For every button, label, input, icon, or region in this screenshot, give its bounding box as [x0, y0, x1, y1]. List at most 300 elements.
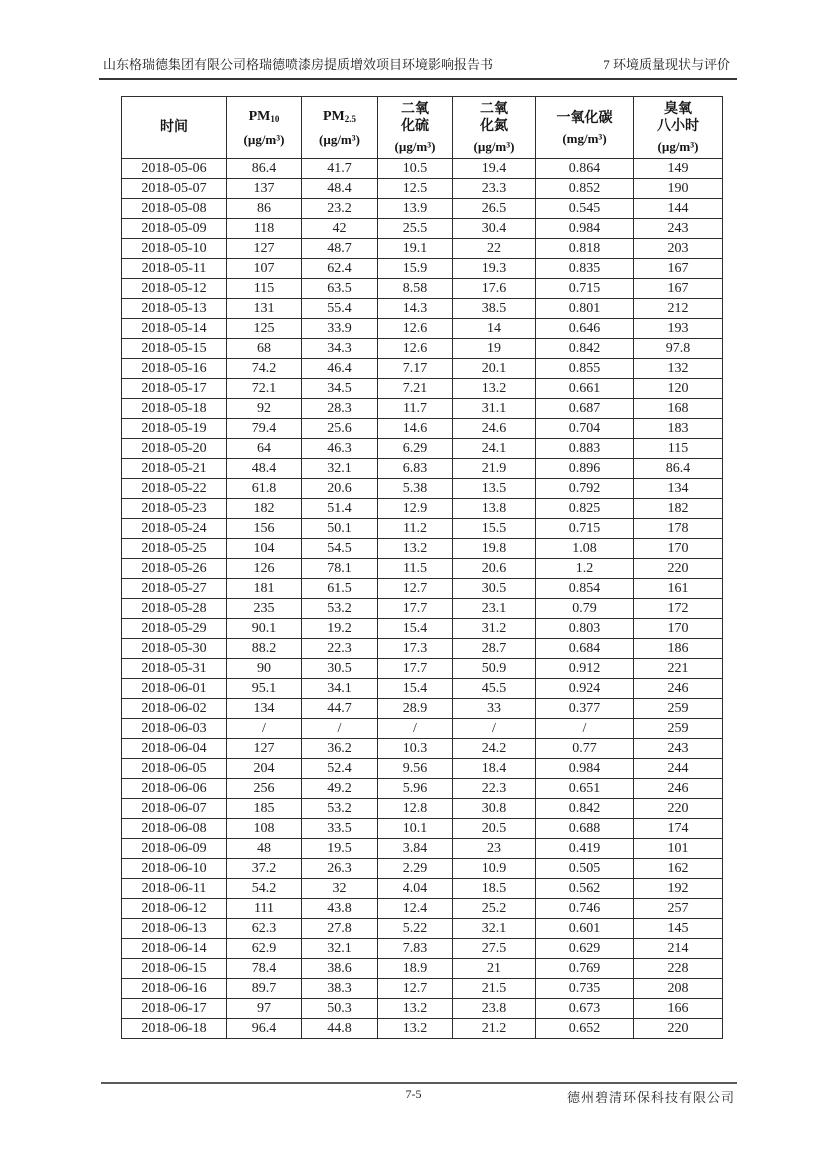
page-header [103, 57, 730, 73]
value-cell: 182 [227, 499, 302, 519]
value-cell: 19.3 [453, 259, 536, 279]
value-cell: / [378, 719, 453, 739]
value-cell: 172 [634, 599, 723, 619]
table-row [122, 739, 723, 759]
value-cell: 0.562 [536, 879, 634, 899]
value-cell: 228 [634, 959, 723, 979]
date-cell: 2018-06-05 [122, 759, 227, 779]
value-cell: 132 [634, 359, 723, 379]
value-cell: 0.77 [536, 739, 634, 759]
value-cell: 0.684 [536, 639, 634, 659]
value-cell: 28.9 [378, 699, 453, 719]
date-cell: 2018-06-10 [122, 859, 227, 879]
value-cell: 134 [227, 699, 302, 719]
value-cell: 120 [634, 379, 723, 399]
value-cell: 7.21 [378, 379, 453, 399]
table-row [122, 519, 723, 539]
value-cell: 20.6 [302, 479, 378, 499]
date-cell: 2018-05-08 [122, 199, 227, 219]
value-cell: 214 [634, 939, 723, 959]
value-cell: 107 [227, 259, 302, 279]
value-cell: 246 [634, 779, 723, 799]
value-cell: 167 [634, 279, 723, 299]
value-cell: / [227, 719, 302, 739]
value-cell: 38.3 [302, 979, 378, 999]
value-cell: 21.5 [453, 979, 536, 999]
value-cell: 0.842 [536, 799, 634, 819]
table-row [122, 899, 723, 919]
table-row [122, 699, 723, 719]
value-cell: 1.08 [536, 539, 634, 559]
value-cell: 96.4 [227, 1019, 302, 1039]
table-row [122, 579, 723, 599]
value-cell: 12.4 [378, 899, 453, 919]
value-cell: 17.7 [378, 659, 453, 679]
column-header: 时间 [122, 97, 227, 159]
value-cell: 178 [634, 519, 723, 539]
date-cell: 2018-06-13 [122, 919, 227, 939]
date-cell: 2018-06-08 [122, 819, 227, 839]
value-cell: 115 [227, 279, 302, 299]
table-row [122, 599, 723, 619]
table-body [122, 159, 723, 1039]
value-cell: 0.852 [536, 179, 634, 199]
value-cell: 21.9 [453, 459, 536, 479]
value-cell: 111 [227, 899, 302, 919]
date-cell: 2018-05-06 [122, 159, 227, 179]
value-cell: 167 [634, 259, 723, 279]
value-cell: 22.3 [453, 779, 536, 799]
value-cell: 61.5 [302, 579, 378, 599]
value-cell: 74.2 [227, 359, 302, 379]
column-header: $PM_{2.5}$ (µg/m³) [302, 97, 378, 159]
footer-rule [101, 1082, 737, 1084]
table-row [122, 619, 723, 639]
value-cell: 31.2 [453, 619, 536, 639]
value-cell: 26.3 [302, 859, 378, 879]
date-cell: 2018-05-20 [122, 439, 227, 459]
value-cell: 125 [227, 319, 302, 339]
value-cell: 48 [227, 839, 302, 859]
value-cell: 104 [227, 539, 302, 559]
date-cell: 2018-05-16 [122, 359, 227, 379]
value-cell: 193 [634, 319, 723, 339]
date-cell: 2018-06-04 [122, 739, 227, 759]
table-row [122, 939, 723, 959]
value-cell: 192 [634, 879, 723, 899]
value-cell: 0.818 [536, 239, 634, 259]
date-cell: 2018-05-07 [122, 179, 227, 199]
date-cell: 2018-05-25 [122, 539, 227, 559]
value-cell: 13.2 [453, 379, 536, 399]
value-cell: 0.896 [536, 459, 634, 479]
table-row [122, 539, 723, 559]
value-cell: 0.855 [536, 359, 634, 379]
value-cell: 181 [227, 579, 302, 599]
header-rule [99, 78, 737, 80]
value-cell: 190 [634, 179, 723, 199]
value-cell: 7.83 [378, 939, 453, 959]
date-cell: 2018-05-11 [122, 259, 227, 279]
value-cell: 25.6 [302, 419, 378, 439]
value-cell: 20.1 [453, 359, 536, 379]
table-row [122, 279, 723, 299]
value-cell: 17.7 [378, 599, 453, 619]
value-cell: 10.3 [378, 739, 453, 759]
date-cell: 2018-05-28 [122, 599, 227, 619]
value-cell: 208 [634, 979, 723, 999]
value-cell: 68 [227, 339, 302, 359]
value-cell: 43.8 [302, 899, 378, 919]
value-cell: 0.652 [536, 1019, 634, 1039]
table-row [122, 799, 723, 819]
value-cell: 23.2 [302, 199, 378, 219]
value-cell: 0.715 [536, 519, 634, 539]
value-cell: 127 [227, 739, 302, 759]
value-cell: 19.4 [453, 159, 536, 179]
value-cell: 127 [227, 239, 302, 259]
value-cell: 22.3 [302, 639, 378, 659]
value-cell: 134 [634, 479, 723, 499]
value-cell: 62.9 [227, 939, 302, 959]
date-cell: 2018-06-02 [122, 699, 227, 719]
value-cell: 28.7 [453, 639, 536, 659]
value-cell: 46.3 [302, 439, 378, 459]
date-cell: 2018-05-21 [122, 459, 227, 479]
value-cell: 0.704 [536, 419, 634, 439]
value-cell: 32.1 [453, 919, 536, 939]
table-row [122, 399, 723, 419]
value-cell: 0.651 [536, 779, 634, 799]
value-cell: 203 [634, 239, 723, 259]
value-cell: 10.9 [453, 859, 536, 879]
value-cell: 19.5 [302, 839, 378, 859]
value-cell: 32.1 [302, 459, 378, 479]
value-cell: 9.56 [378, 759, 453, 779]
value-cell: 0.984 [536, 759, 634, 779]
column-header: 二氧 化氮 (µg/m³) [453, 97, 536, 159]
value-cell: 14.3 [378, 299, 453, 319]
value-cell: 13.9 [378, 199, 453, 219]
value-cell: 221 [634, 659, 723, 679]
date-cell: 2018-06-11 [122, 879, 227, 899]
table-row [122, 679, 723, 699]
value-cell: 62.3 [227, 919, 302, 939]
value-cell: 0.688 [536, 819, 634, 839]
value-cell: 64 [227, 439, 302, 459]
table-row [122, 419, 723, 439]
value-cell: 11.5 [378, 559, 453, 579]
table-row [122, 659, 723, 679]
value-cell: 22 [453, 239, 536, 259]
column-header: 一氧化碳 (mg/m³) [536, 97, 634, 159]
value-cell: 37.2 [227, 859, 302, 879]
value-cell: 162 [634, 859, 723, 879]
column-header: $PM_{10}$ (µg/m³) [227, 97, 302, 159]
value-cell: 0.803 [536, 619, 634, 639]
value-cell: 10.1 [378, 819, 453, 839]
value-cell: 13.2 [378, 999, 453, 1019]
value-cell: 170 [634, 539, 723, 559]
value-cell: 46.4 [302, 359, 378, 379]
value-cell: 95.1 [227, 679, 302, 699]
date-cell: 2018-05-26 [122, 559, 227, 579]
value-cell: 20.5 [453, 819, 536, 839]
table-row [122, 959, 723, 979]
value-cell: 0.661 [536, 379, 634, 399]
value-cell: 79.4 [227, 419, 302, 439]
value-cell: 97.8 [634, 339, 723, 359]
date-cell: 2018-05-10 [122, 239, 227, 259]
date-cell: 2018-05-09 [122, 219, 227, 239]
value-cell: 21 [453, 959, 536, 979]
value-cell: 137 [227, 179, 302, 199]
value-cell: 17.3 [378, 639, 453, 659]
value-cell: 220 [634, 799, 723, 819]
value-cell: 88.2 [227, 639, 302, 659]
table-row [122, 999, 723, 1019]
date-cell: 2018-05-30 [122, 639, 227, 659]
value-cell: 12.8 [378, 799, 453, 819]
header-row [122, 97, 723, 159]
value-cell: 0.842 [536, 339, 634, 359]
value-cell: 0.601 [536, 919, 634, 939]
value-cell: 25.2 [453, 899, 536, 919]
value-cell: 256 [227, 779, 302, 799]
table-row [122, 759, 723, 779]
table-row [122, 359, 723, 379]
value-cell: 0.79 [536, 599, 634, 619]
value-cell: 19.2 [302, 619, 378, 639]
value-cell: 0.984 [536, 219, 634, 239]
value-cell: 12.6 [378, 319, 453, 339]
value-cell: 27.8 [302, 919, 378, 939]
value-cell: 0.629 [536, 939, 634, 959]
value-cell: 144 [634, 199, 723, 219]
table-row [122, 779, 723, 799]
value-cell: 4.04 [378, 879, 453, 899]
value-cell: 50.9 [453, 659, 536, 679]
value-cell: 34.5 [302, 379, 378, 399]
date-cell: 2018-06-15 [122, 959, 227, 979]
value-cell: 24.2 [453, 739, 536, 759]
value-cell: 12.7 [378, 979, 453, 999]
table-row [122, 839, 723, 859]
page-header-left-title: 山东格瑞德集团有限公司格瑞德喷漆房提质增效项目环境影响报告书 [103, 57, 494, 72]
value-cell: 23 [453, 839, 536, 859]
date-cell: 2018-05-12 [122, 279, 227, 299]
footer-company-name: 德州碧清环保科技有限公司 [566, 1090, 735, 1105]
value-cell: 24.6 [453, 419, 536, 439]
value-cell: 182 [634, 499, 723, 519]
value-cell: 0.735 [536, 979, 634, 999]
value-cell: 90 [227, 659, 302, 679]
date-cell: 2018-05-24 [122, 519, 227, 539]
value-cell: 18.5 [453, 879, 536, 899]
value-cell: 6.29 [378, 439, 453, 459]
value-cell: 5.96 [378, 779, 453, 799]
value-cell: 55.4 [302, 299, 378, 319]
value-cell: 161 [634, 579, 723, 599]
value-cell: 0.769 [536, 959, 634, 979]
value-cell: 25.5 [378, 219, 453, 239]
value-cell: 11.2 [378, 519, 453, 539]
date-cell: 2018-06-03 [122, 719, 227, 739]
value-cell: 53.2 [302, 599, 378, 619]
value-cell: 235 [227, 599, 302, 619]
value-cell: 30.5 [453, 579, 536, 599]
value-cell: 0.883 [536, 439, 634, 459]
value-cell: 8.58 [378, 279, 453, 299]
value-cell: 220 [634, 559, 723, 579]
date-cell: 2018-06-16 [122, 979, 227, 999]
table-row [122, 819, 723, 839]
value-cell: 53.2 [302, 799, 378, 819]
page-number: 7-5 [405, 1087, 422, 1101]
column-header: 二氧 化硫 (µg/m³) [378, 97, 453, 159]
value-cell: 13.2 [378, 539, 453, 559]
value-cell: / [453, 719, 536, 739]
value-cell: 32.1 [302, 939, 378, 959]
date-cell: 2018-05-19 [122, 419, 227, 439]
value-cell: 23.1 [453, 599, 536, 619]
value-cell: 19.8 [453, 539, 536, 559]
value-cell: 78.1 [302, 559, 378, 579]
value-cell: 24.1 [453, 439, 536, 459]
value-cell: 72.1 [227, 379, 302, 399]
table-row [122, 879, 723, 899]
value-cell: 38.5 [453, 299, 536, 319]
value-cell: 51.4 [302, 499, 378, 519]
value-cell: 0.687 [536, 399, 634, 419]
value-cell: 52.4 [302, 759, 378, 779]
date-cell: 2018-05-13 [122, 299, 227, 319]
value-cell: 0.801 [536, 299, 634, 319]
table-row [122, 719, 723, 739]
value-cell: 212 [634, 299, 723, 319]
date-cell: 2018-05-15 [122, 339, 227, 359]
value-cell: 13.5 [453, 479, 536, 499]
value-cell: 30.4 [453, 219, 536, 239]
value-cell: 97 [227, 999, 302, 1019]
value-cell: 44.7 [302, 699, 378, 719]
date-cell: 2018-05-22 [122, 479, 227, 499]
value-cell: 49.2 [302, 779, 378, 799]
value-cell: 243 [634, 739, 723, 759]
value-cell: 48.4 [302, 179, 378, 199]
value-cell: / [536, 719, 634, 739]
value-cell: 145 [634, 919, 723, 939]
date-cell: 2018-06-06 [122, 779, 227, 799]
value-cell: 48.4 [227, 459, 302, 479]
value-cell: 50.1 [302, 519, 378, 539]
value-cell: 36.2 [302, 739, 378, 759]
value-cell: 118 [227, 219, 302, 239]
value-cell: 20.6 [453, 559, 536, 579]
table-row [122, 239, 723, 259]
value-cell: 33.9 [302, 319, 378, 339]
value-cell: 28.3 [302, 399, 378, 419]
value-cell: 33 [453, 699, 536, 719]
value-cell: 156 [227, 519, 302, 539]
table-head [122, 97, 723, 159]
table-row [122, 179, 723, 199]
value-cell: 126 [227, 559, 302, 579]
table-row [122, 439, 723, 459]
value-cell: 183 [634, 419, 723, 439]
table-row [122, 919, 723, 939]
value-cell: 41.7 [302, 159, 378, 179]
value-cell: 185 [227, 799, 302, 819]
table-row [122, 479, 723, 499]
date-cell: 2018-06-14 [122, 939, 227, 959]
value-cell: 11.7 [378, 399, 453, 419]
date-cell: 2018-06-09 [122, 839, 227, 859]
value-cell: 33.5 [302, 819, 378, 839]
value-cell: 23.8 [453, 999, 536, 1019]
value-cell: 259 [634, 699, 723, 719]
date-cell: 2018-05-27 [122, 579, 227, 599]
value-cell: 89.7 [227, 979, 302, 999]
value-cell: 17.6 [453, 279, 536, 299]
value-cell: 78.4 [227, 959, 302, 979]
value-cell: 0.505 [536, 859, 634, 879]
table-row [122, 1019, 723, 1039]
value-cell: 12.7 [378, 579, 453, 599]
table-row [122, 559, 723, 579]
value-cell: 2.29 [378, 859, 453, 879]
table-row [122, 639, 723, 659]
value-cell: 244 [634, 759, 723, 779]
value-cell: 243 [634, 219, 723, 239]
date-cell: 2018-06-07 [122, 799, 227, 819]
value-cell: 21.2 [453, 1019, 536, 1039]
value-cell: 149 [634, 159, 723, 179]
value-cell: 5.38 [378, 479, 453, 499]
value-cell: 13.2 [378, 1019, 453, 1039]
table-row [122, 259, 723, 279]
value-cell: 12.9 [378, 499, 453, 519]
value-cell: 86.4 [227, 159, 302, 179]
value-cell: 44.8 [302, 1019, 378, 1039]
value-cell: 92 [227, 399, 302, 419]
table-row [122, 379, 723, 399]
air-quality-table [121, 96, 723, 1039]
page-header-right-chapter: 7 环境质量现状与评价 [603, 57, 730, 72]
value-cell: 0.854 [536, 579, 634, 599]
value-cell: 45.5 [453, 679, 536, 699]
value-cell: 23.3 [453, 179, 536, 199]
value-cell: 54.5 [302, 539, 378, 559]
value-cell: 19.1 [378, 239, 453, 259]
value-cell: 168 [634, 399, 723, 419]
value-cell: 220 [634, 1019, 723, 1039]
value-cell: 174 [634, 819, 723, 839]
value-cell: 0.924 [536, 679, 634, 699]
value-cell: 166 [634, 999, 723, 1019]
value-cell: 27.5 [453, 939, 536, 959]
date-cell: 2018-05-18 [122, 399, 227, 419]
value-cell: 0.746 [536, 899, 634, 919]
value-cell: 170 [634, 619, 723, 639]
value-cell: 0.646 [536, 319, 634, 339]
value-cell: 34.1 [302, 679, 378, 699]
value-cell: 0.377 [536, 699, 634, 719]
date-cell: 2018-05-29 [122, 619, 227, 639]
value-cell: 6.83 [378, 459, 453, 479]
value-cell: 0.545 [536, 199, 634, 219]
value-cell: 15.5 [453, 519, 536, 539]
